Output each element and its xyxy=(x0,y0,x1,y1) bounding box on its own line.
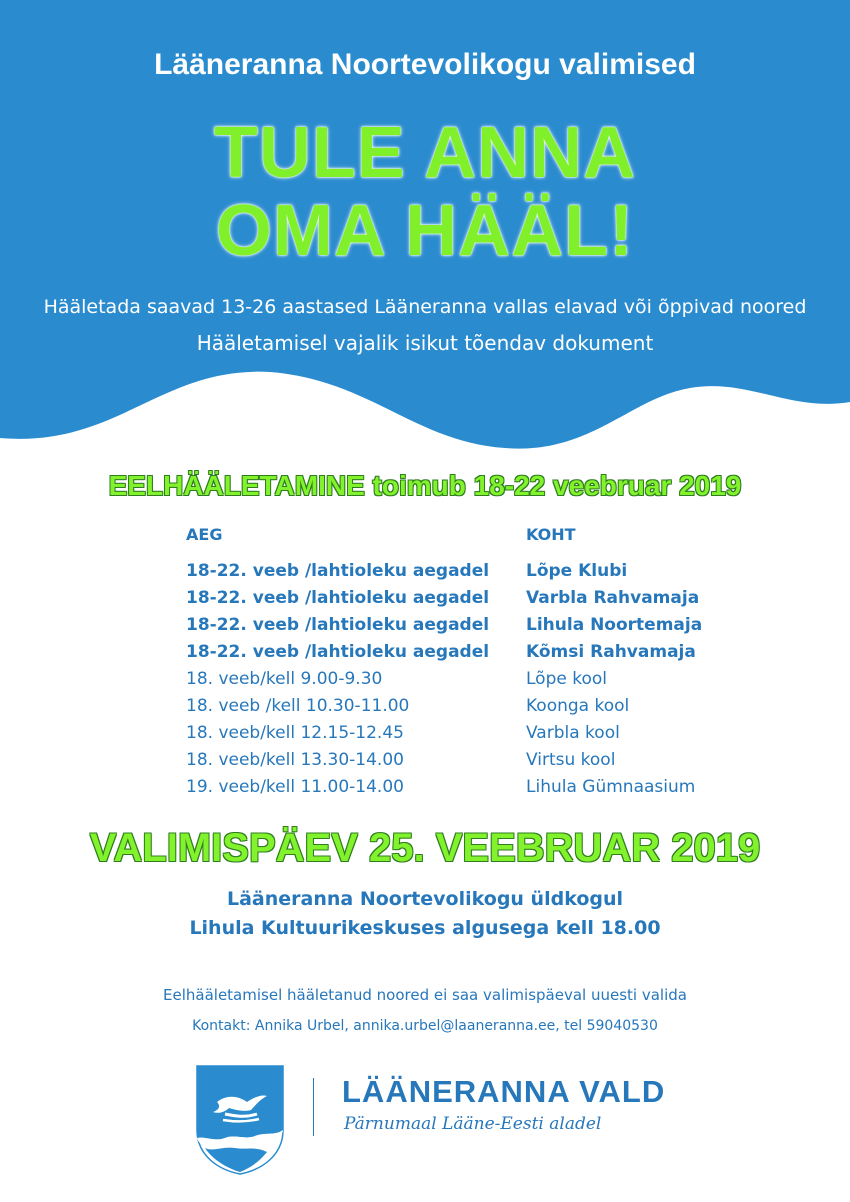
revote-note: Eelhääletamisel hääletanud noored ei saa valimispäeval uuesti valida xyxy=(163,986,687,1004)
schedule-time-cell: 18-22. veeb /lahtioleku aegadel xyxy=(186,588,490,608)
schedule-time-cell: 18. veeb/kell 12.15-12.45 xyxy=(186,723,404,743)
eligibility-text: Hääletada saavad 13-26 aastased Lääneranna vallas elavad või õppivad noored xyxy=(43,296,807,318)
early-voting-heading: EELHÄÄLETAMINE toimub 18-22 veebruar 2019 xyxy=(108,470,742,501)
headline-line-2: OMA HÄÄL! xyxy=(215,191,635,271)
schedule-place-cell: Varbla kool xyxy=(526,723,620,743)
schedule-time-cell: 19. veeb/kell 11.00-14.00 xyxy=(186,777,404,797)
brand-divider xyxy=(313,1078,314,1136)
assembly-line-2: Lihula Kultuurikeskuses algusega kell 18.00 xyxy=(189,917,661,939)
schedule-time-cell: 18-22. veeb /lahtioleku aegadel xyxy=(186,561,490,581)
schedule-place-cell: Lõpe Klubi xyxy=(526,561,628,581)
contact-line: Kontakt: Annika Urbel, annika.urbel@laaneranna.ee, tel 59040530 xyxy=(192,1018,658,1034)
election-day-heading: VALIMISPÄEV 25. VEEBRUAR 2019 xyxy=(89,826,761,870)
brand-name: LÄÄNERANNA VALD xyxy=(342,1074,666,1109)
schedule-time-cell: 18-22. veeb /lahtioleku aegadel xyxy=(186,642,490,662)
schedule-place-cell: Virtsu kool xyxy=(526,750,616,770)
schedule-time-cell: 18. veeb/kell 13.30-14.00 xyxy=(186,750,404,770)
schedule-place-cell: Lihula Gümnaasium xyxy=(526,777,696,797)
brand-tagline: Pärnumaal Lääne-Eesti aladel xyxy=(344,1114,602,1134)
schedule-place-cell: Varbla Rahvamaja xyxy=(526,588,700,608)
schedule-time-cell: 18. veeb /kell 10.30-11.00 xyxy=(186,696,410,716)
schedule-place-cell: Lihula Noortemaja xyxy=(526,615,703,635)
assembly-line-1: Lääneranna Noortevolikogu üldkogul xyxy=(226,888,624,910)
event-subtitle: Lääneranna Noortevolikogu valimised xyxy=(154,48,696,81)
headline-line-1: TULE ANNA xyxy=(213,113,637,193)
schedule-time-cell: 18-22. veeb /lahtioleku aegadel xyxy=(186,615,490,635)
id-required-text: Hääletamisel vajalik isikut tõendav dokument xyxy=(196,331,654,355)
schedule-place-cell: Kõmsi Rahvamaja xyxy=(526,642,696,662)
schedule-place-cell: Koonga kool xyxy=(526,696,630,716)
schedule-place-header: KOHT xyxy=(526,525,576,544)
schedule-place-cell: Lõpe kool xyxy=(526,669,607,689)
schedule-time-cell: 18. veeb/kell 9.00-9.30 xyxy=(186,669,383,689)
schedule-time-header: AEG xyxy=(186,525,223,544)
municipality-crest-icon xyxy=(195,1064,285,1176)
